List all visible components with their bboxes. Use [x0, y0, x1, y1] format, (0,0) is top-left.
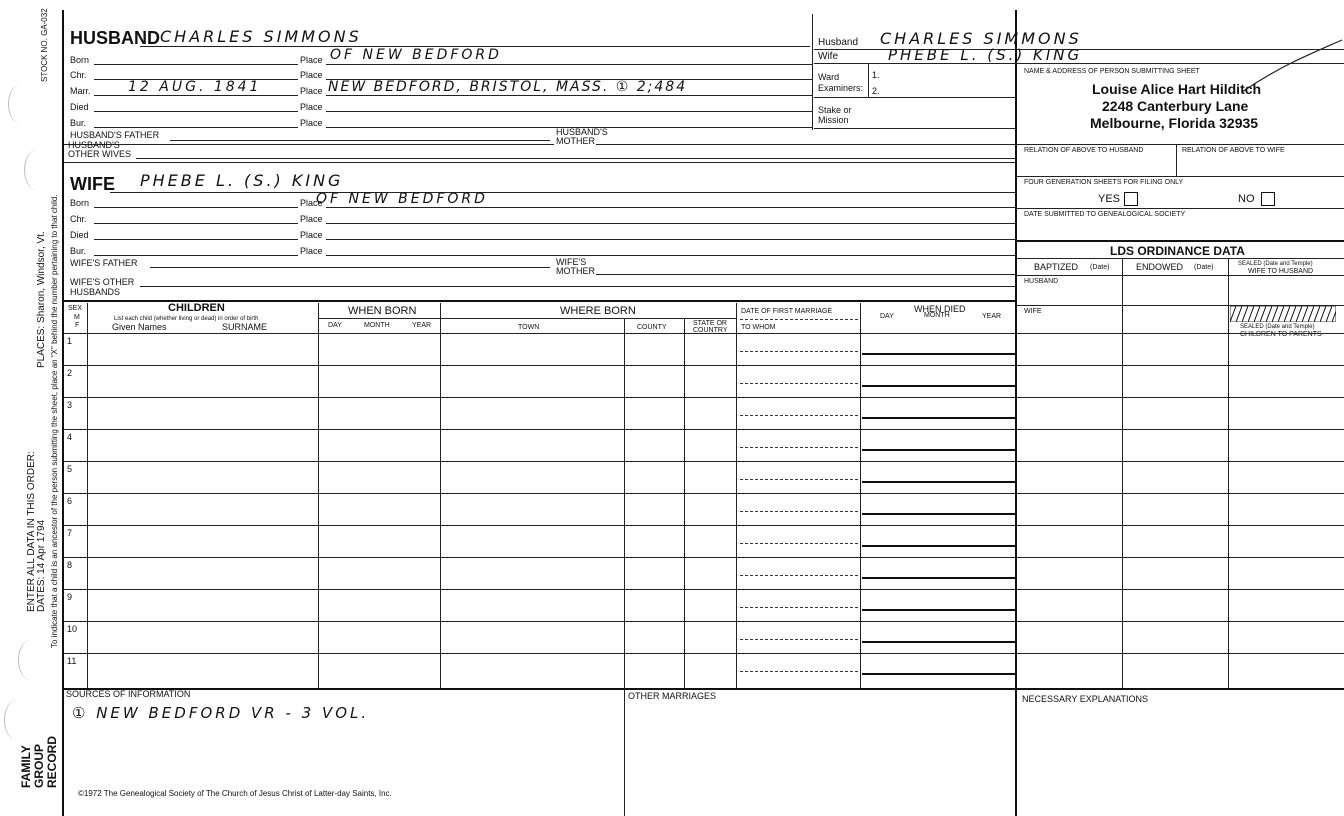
endowed-date-label: (Date) — [1194, 264, 1214, 271]
child-row-number: 10 — [67, 624, 78, 634]
col-line — [440, 303, 441, 688]
death-date-line — [862, 641, 1016, 643]
examiner-1: 1. — [872, 70, 880, 80]
place-label: Place — [300, 102, 323, 112]
first-marriage-label: DATE OF FIRST MARRIAGE — [741, 308, 833, 315]
signature-stroke — [1240, 36, 1344, 96]
month-label: MONTH — [364, 322, 390, 329]
place-label: Place — [300, 70, 323, 80]
right-section-border — [1015, 10, 1017, 816]
child-row-number: 4 — [67, 432, 73, 442]
submitter-street: 2248 Canterbury Lane — [1102, 98, 1249, 114]
marriage-dash-line — [740, 671, 858, 672]
field-line — [326, 223, 1016, 224]
baptized-label: BAPTIZED — [1034, 262, 1079, 272]
marriage-dash-line — [740, 383, 858, 384]
child-row-line — [64, 493, 1344, 494]
death-date-line — [862, 545, 1016, 547]
submitter-label: NAME & ADDRESS OF PERSON SUBMITTING SHEET — [1024, 68, 1200, 75]
wife-bur-label: Bur. — [70, 246, 87, 256]
place-label: Place — [300, 86, 323, 96]
binder-hole — [24, 150, 49, 190]
child-row-number: 3 — [67, 400, 73, 410]
field-line — [596, 144, 1016, 145]
death-date-line — [862, 353, 1016, 355]
field-line — [94, 64, 298, 65]
death-date-line — [862, 577, 1016, 579]
death-date-line — [862, 673, 1016, 675]
field-line — [94, 223, 298, 224]
child-row-line — [64, 333, 1344, 334]
husband-died-label: Died — [70, 102, 89, 112]
copyright: ©1972 The Genealogical Society of The Church of Jesus Christ of Latter-day Saints, Inc. — [78, 789, 392, 798]
husband-born-place: OF NEW BEDFORD — [330, 47, 502, 63]
died-year-label: YEAR — [982, 313, 1002, 320]
wife-died-label: Died — [70, 230, 89, 240]
field-divider — [1176, 144, 1177, 176]
col-line — [684, 318, 685, 688]
wife-other-husbands-label: WIFE'S OTHER — [70, 277, 135, 287]
children-title: CHILDREN — [168, 302, 225, 314]
date-submitted-label: DATE SUBMITTED TO GENEALOGICAL SOCIETY — [1024, 211, 1186, 218]
child-row-number: 5 — [67, 464, 73, 474]
binder-hole — [18, 640, 43, 680]
section-line — [64, 144, 554, 145]
to-whom-label: TO WHOM — [741, 324, 776, 331]
child-row-number: 2 — [67, 368, 73, 378]
section-line — [64, 162, 1016, 163]
endowed-label: ENDOWED — [1136, 262, 1183, 272]
marriage-dash-line — [740, 479, 858, 480]
marriage-dash-line — [740, 511, 858, 512]
stake-label: Mission — [818, 115, 849, 125]
col-line — [624, 318, 625, 688]
no-label: NO — [1238, 193, 1255, 205]
field-line — [596, 274, 1016, 275]
field-line — [326, 255, 1016, 256]
binder-hole — [4, 700, 29, 740]
children-subtitle: List each child (whether living or dead) in order of birth — [114, 316, 259, 322]
relation-wife-label: RELATION OF ABOVE TO WIFE — [1182, 147, 1285, 154]
yes-label: YES — [1098, 193, 1121, 205]
baptized-date-label: (Date) — [1090, 264, 1110, 271]
field-line — [94, 239, 298, 240]
child-row-line — [64, 461, 1344, 462]
form-title: RECORD — [45, 735, 59, 788]
submitter-name: Louise Alice Hart Hilditch — [1092, 81, 1262, 97]
sealed-children-label: CHILDREN TO PARENTS — [1240, 331, 1322, 338]
field-line — [326, 239, 1016, 240]
wife-mother-label: WIFE'S — [556, 257, 587, 267]
field-line — [1016, 275, 1344, 276]
lds-col — [1228, 258, 1229, 690]
when-died-label: WHEN DIED — [914, 304, 966, 314]
field-line — [814, 97, 1016, 98]
husband-marr-place: NEW BEDFORD, BRISTOL, MASS. ① 2;484 — [328, 79, 688, 95]
field-line — [1016, 208, 1344, 209]
husband-marr-date: 12 AUG. 1841 — [128, 79, 262, 95]
died-day-label: DAY — [880, 313, 894, 320]
marriage-dash-line — [740, 607, 858, 608]
town-label: TOWN — [518, 324, 540, 331]
ward-label: Ward — [818, 72, 840, 82]
child-row-line — [64, 557, 1344, 558]
yes-checkbox[interactable] — [1124, 192, 1138, 206]
header-divider — [812, 14, 813, 130]
child-row-line — [64, 653, 1344, 654]
field-line — [94, 111, 298, 112]
when-born-label: WHEN BORN — [348, 305, 417, 317]
child-row-number: 6 — [67, 496, 73, 506]
husband-father-label: HUSBAND'S FATHER — [70, 130, 160, 140]
child-row-number: 8 — [67, 560, 73, 570]
sealed-children-label: SEALED (Date and Temple) — [1240, 324, 1315, 330]
county-label: COUNTY — [637, 324, 667, 331]
wife-name: PHEBE L. (S.) KING — [140, 171, 344, 190]
state-label: STATE OR — [693, 320, 727, 327]
stake-label: Stake or — [818, 105, 852, 115]
four-gen-label: FOUR GENERATION SHEETS FOR FILING ONLY — [1024, 179, 1184, 186]
col-line — [736, 303, 737, 688]
col-line — [87, 303, 88, 688]
examiner-2: 2. — [872, 86, 880, 96]
rh-wife-value: PHEBE L. (S.) KING — [888, 46, 1083, 64]
sex-f-label: F — [75, 322, 80, 329]
field-line — [1016, 258, 1344, 259]
other-marriages-label: OTHER MARRIAGES — [628, 691, 717, 701]
section-line — [1016, 240, 1344, 242]
place-label: Place — [300, 214, 323, 224]
examiners-label: Examiners: — [818, 83, 864, 93]
field-line — [140, 286, 1016, 287]
field-line — [1016, 144, 1344, 145]
field-line — [94, 127, 298, 128]
lds-col — [1122, 258, 1123, 690]
marriage-dash-line — [740, 351, 858, 352]
given-names-label: Given Names — [112, 322, 167, 332]
marriage-dash-line — [740, 575, 858, 576]
child-row-line — [64, 525, 1344, 526]
binder-hole — [8, 84, 33, 124]
field-line — [1016, 176, 1344, 177]
form-title: GROUP — [32, 743, 46, 788]
death-date-line — [862, 449, 1016, 451]
dates-note: DATES: 14 Apr 1794 — [36, 519, 47, 612]
dash-line — [740, 319, 858, 320]
hatched-cell — [1230, 306, 1336, 322]
col-line — [318, 303, 319, 688]
child-row-line — [64, 365, 1344, 366]
husband-chr-label: Chr. — [70, 70, 87, 80]
lds-title: LDS ORDINANCE DATA — [1110, 244, 1245, 258]
death-date-line — [862, 385, 1016, 387]
wife-heading: WIFE — [70, 174, 115, 194]
child-row-line — [64, 397, 1344, 398]
sealed-wife-label: WIFE TO HUSBAND — [1248, 268, 1314, 275]
day-label: DAY — [328, 322, 342, 329]
place-label: Place — [300, 246, 323, 256]
surname-label: SURNAME — [222, 322, 268, 332]
field-line — [170, 140, 550, 141]
wife-chr-label: Chr. — [70, 214, 87, 224]
no-checkbox[interactable] — [1261, 192, 1275, 206]
places-note: PLACES: Sharon, Windsor, Vt. — [36, 231, 47, 368]
marriage-dash-line — [740, 447, 858, 448]
section-line — [64, 688, 1344, 690]
death-date-line — [862, 609, 1016, 611]
rh-wife-label: Wife — [818, 51, 838, 62]
wife-father-label: WIFE'S FATHER — [70, 258, 138, 268]
field-line — [150, 267, 550, 268]
child-row-line — [64, 429, 1344, 430]
child-row-line — [64, 589, 1344, 590]
husband-bur-label: Bur. — [70, 118, 87, 128]
husband-marr-label: Marr. — [70, 86, 91, 96]
wife-name-line — [110, 192, 1016, 193]
place-label: Place — [300, 118, 323, 128]
sources-label: SOURCES OF INFORMATION — [66, 689, 191, 699]
death-date-line — [862, 513, 1016, 515]
col-line — [860, 303, 861, 688]
sex-m-label: M — [74, 314, 80, 321]
death-date-line — [862, 481, 1016, 483]
field-line — [318, 318, 736, 319]
sources-value: ① NEW BEDFORD VR - 3 VOL. — [72, 704, 370, 722]
husband-mother-label: MOTHER — [556, 136, 595, 146]
marriage-dash-line — [740, 639, 858, 640]
child-row-number: 11 — [67, 656, 77, 666]
rh-husband-label: Husband — [818, 37, 859, 48]
died-month-label: MONTH — [924, 312, 950, 319]
relation-husband-label: RELATION OF ABOVE TO HUSBAND — [1024, 147, 1144, 154]
child-row-number: 7 — [67, 528, 73, 538]
submitter-city: Melbourne, Florida 32935 — [1090, 115, 1259, 131]
lds-husband-label: HUSBAND — [1024, 278, 1059, 285]
child-row-number: 1 — [67, 336, 73, 346]
child-ancestor-instruction: To indicate that a child is an ancestor of the person submitting the sheet, place an "X" behind the number pertaining to that child. — [50, 194, 59, 648]
place-label: Place — [300, 230, 323, 240]
rh-husband-value: CHARLES SIMMONS — [880, 29, 1082, 48]
marriage-dash-line — [740, 415, 858, 416]
husband-other-wives-label: HUSBAND'S — [68, 140, 120, 150]
wife-other-husbands-label: HUSBANDS — [70, 287, 121, 297]
field-line — [814, 128, 1016, 129]
child-row-number: 9 — [67, 592, 73, 602]
husband-born-label: Born — [70, 55, 90, 65]
field-line — [326, 64, 812, 65]
form-title: FAMILY — [19, 745, 33, 788]
state-label: COUNTRY — [693, 327, 728, 334]
child-row-line — [64, 621, 1344, 622]
left-border — [62, 10, 64, 816]
husband-mother-label: HUSBAND'S — [556, 127, 608, 137]
order-note: ENTER ALL DATA IN THIS ORDER: — [26, 451, 37, 612]
col-line — [624, 688, 625, 816]
death-date-line — [862, 417, 1016, 419]
place-label: Place — [300, 55, 323, 65]
field-line — [94, 255, 298, 256]
field-line — [94, 207, 298, 208]
field-line — [136, 158, 1016, 159]
husband-heading: HUSBAND — [70, 28, 160, 48]
husband-other-wives-label: OTHER WIVES — [68, 149, 132, 159]
necessary-explanations-label: NECESSARY EXPLANATIONS — [1022, 694, 1149, 704]
wife-born-label: Born — [70, 198, 90, 208]
lds-wife-label: WIFE — [1024, 308, 1042, 315]
marriage-dash-line — [740, 543, 858, 544]
where-born-label: WHERE BORN — [560, 305, 636, 317]
wife-mother-label: MOTHER — [556, 266, 595, 276]
sex-label: SEX — [68, 305, 83, 312]
place-label: Place — [300, 198, 323, 208]
sealed-wife-label: SEALED (Date and Temple) — [1238, 261, 1313, 267]
field-line — [326, 111, 812, 112]
year-label: YEAR — [412, 322, 432, 329]
husband-name: CHARLES SIMMONS — [160, 27, 362, 46]
wife-born-place: OF NEW BEDFORD — [316, 191, 488, 207]
stock-number: STOCK NO. GA-032 — [40, 8, 49, 82]
field-divider — [868, 63, 869, 97]
